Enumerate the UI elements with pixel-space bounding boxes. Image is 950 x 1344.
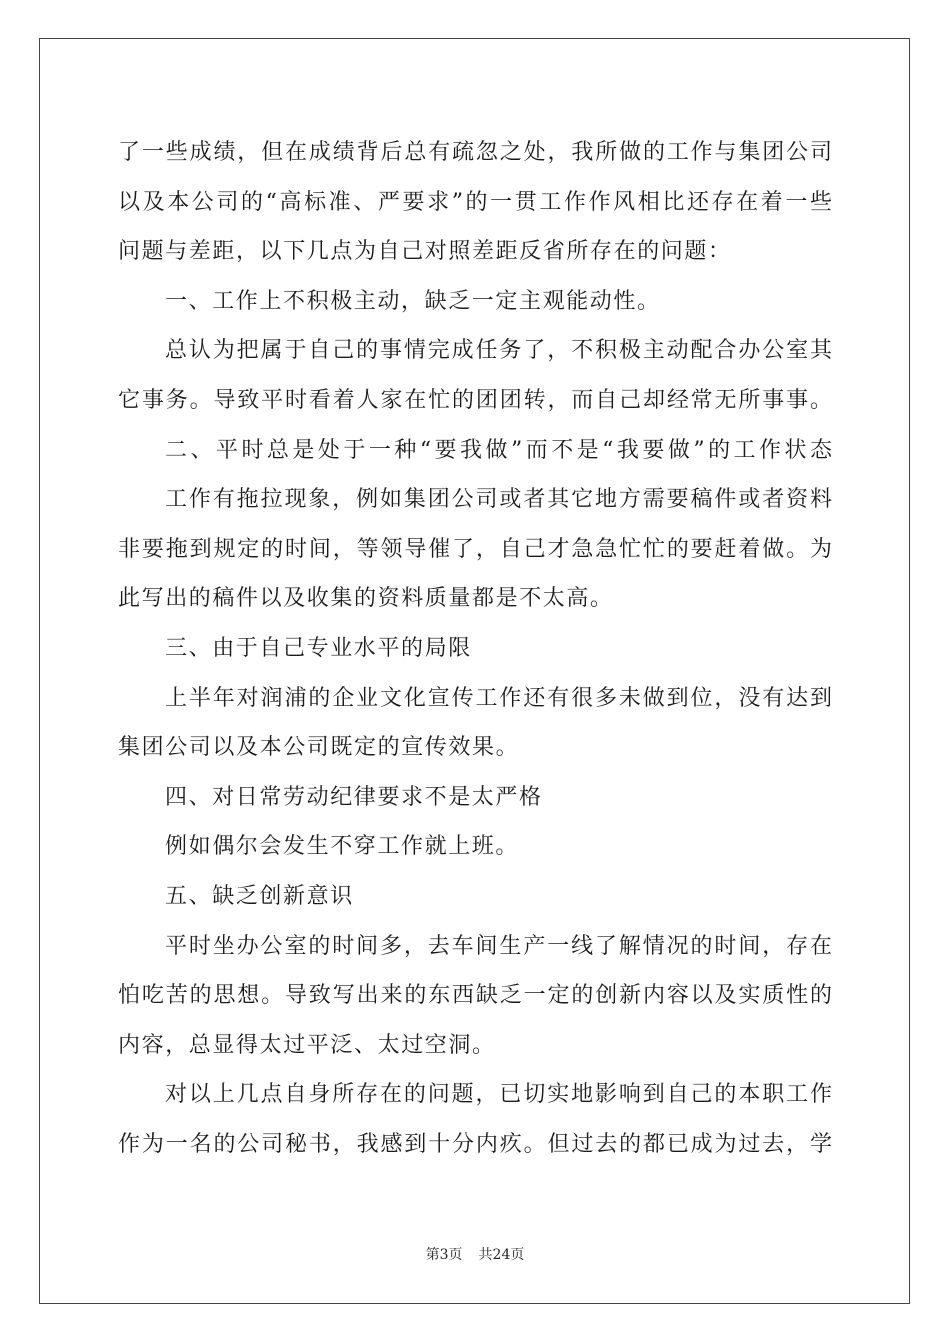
text-line: 平时坐办公室的时间多，去车间生产一线了解情况的时间，存在 xyxy=(165,933,832,959)
text-line: 工作有拖拉现象，例如集团公司或者其它地方需要稿件或者资料 xyxy=(165,487,832,513)
text-line: 作为一名的公司秘书，我感到十分内疚。但过去的都已成为过去，学 xyxy=(118,1131,832,1157)
page-total: 共24页 xyxy=(478,1247,525,1263)
text-line: 了一些成绩，但在成绩背后总有疏忽之处，我所做的工作与集团公司 xyxy=(118,140,832,165)
text-line: 例如偶尔会发生不穿工作就上班。 xyxy=(165,834,520,860)
text-line: 对以上几点自身所存在的问题，已切实地影响到自己的本职工作 xyxy=(165,1082,832,1108)
text-line: 二、平时总是处于一种“要我做”而不是“我要做”的工作状态 xyxy=(165,437,832,463)
text-line: 集团公司以及本公司既定的宣传效果。 xyxy=(118,735,520,761)
text-line: 总认为把属于自己的事情完成任务了，不积极主动配合办公室其 xyxy=(165,338,832,364)
text-line: 五、缺乏创新意识 xyxy=(165,883,354,909)
text-line: 此写出的稿件以及收集的资料质量都是不太高。 xyxy=(118,586,614,612)
text-line: 问题与差距，以下几点为自己对照差距反省所存在的问题： xyxy=(118,239,732,265)
text-line: 以及本公司的“高标准、严要求”的一贯工作作风相比还存在着一些 xyxy=(118,189,832,215)
text-line: 上半年对润浦的企业文化宣传工作还有很多未做到位，没有达到 xyxy=(165,685,832,711)
text-line: 一、工作上不积极主动，缺乏一定主观能动性。 xyxy=(165,288,661,314)
text-line: 它事务。导致平时看着人家在忙的团团转，而自己却经常无所事事。 xyxy=(118,387,832,413)
text-line: 非要拖到规定的时间，等领导催了，自己才急急忙忙的要赶着做。为 xyxy=(118,536,832,562)
text-line: 三、由于自己专业水平的局限 xyxy=(165,635,472,661)
page-number: 第3页 xyxy=(425,1247,463,1263)
page-footer xyxy=(0,1244,950,1264)
text-line: 四、对日常劳动纪律要求不是太严格 xyxy=(165,784,543,810)
text-line: 怕吃苦的思想。导致写出来的东西缺乏一定的创新内容以及实质性的 xyxy=(118,983,832,1009)
document-body xyxy=(118,128,832,1169)
text-line: 内容，总显得太过平泛、太过空洞。 xyxy=(118,1032,496,1058)
